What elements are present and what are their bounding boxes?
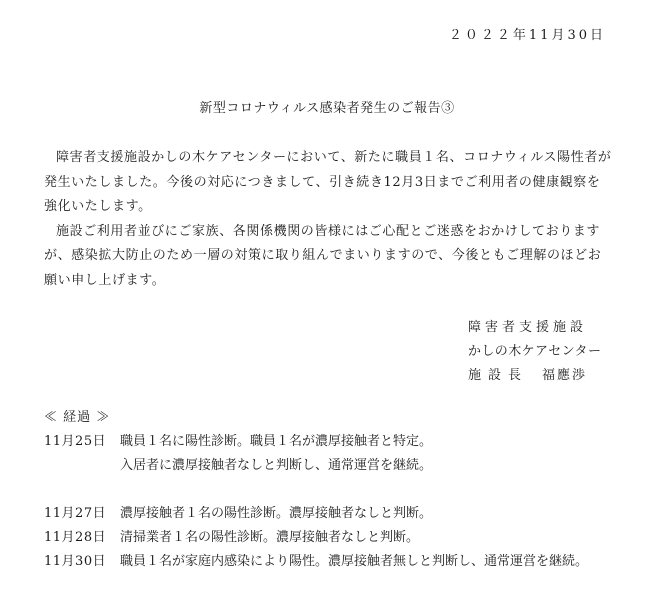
signature-role: 施設長: [468, 368, 529, 383]
event-line: 職員１名に陽性診断。職員１名が濃厚接触者と特定。: [120, 434, 433, 449]
event-line: 濃厚接触者１名の陽性診断。濃厚接触者なしと判断。: [120, 506, 433, 521]
document-title: 新型コロナウィルス感染者発生のご報告③: [199, 101, 455, 116]
event-date: 11月28日: [44, 530, 107, 545]
event-date: 11月27日: [44, 506, 107, 521]
signature-name: 福應渉: [542, 368, 588, 383]
body-paragraph: 施設ご利用者並びにご家族、各関係機関の皆様にはご心配とご迷惑をおかけしておりますが、感染拡大防止のため一層の対策に取り組んでまいりますので、今後ともご理解のほどお願い申し上げます。: [44, 223, 602, 288]
event-date: 11月25日: [44, 434, 107, 449]
signature-person: [468, 364, 601, 388]
timeline-event: [44, 430, 624, 478]
signature-org-type: 障害者支援施設: [468, 320, 588, 335]
timeline-spacer: [44, 478, 624, 502]
body-paragraph: 障害者支援施設かしの木ケアセンターにおいて、新たに職員１名、コロナウィルス陽性者が発生いたしました。今後の対応につきまして、引き続き12月3日までご利用者の健康観察を強化いたします。: [44, 150, 612, 214]
timeline-event: [44, 502, 624, 526]
timeline-heading: ≪ 経過 ≫: [44, 410, 111, 425]
event-line: 職員１名が家庭内感染により陽性。濃厚接触者無しと判断し、通常運営を継続。: [120, 554, 589, 569]
signature-block: [468, 316, 601, 388]
event-description: [120, 430, 432, 478]
event-date: 11月30日: [44, 554, 107, 569]
event-description: [120, 502, 432, 526]
document-body: [44, 146, 614, 293]
event-line: 入居者に濃厚接触者なしと判断し、通常運営を継続。: [120, 458, 433, 473]
document-date: ２０２２年11月30日: [448, 28, 606, 43]
signature-org-name: かしの木ケアセンター: [468, 344, 602, 359]
event-line: 清掃業者１名の陽性診断。濃厚接触者なしと判断。: [120, 530, 420, 545]
event-description: [120, 526, 419, 550]
timeline-section: [44, 406, 624, 574]
event-description: [120, 550, 588, 574]
timeline-event: [44, 526, 624, 550]
timeline-event: [44, 550, 624, 574]
